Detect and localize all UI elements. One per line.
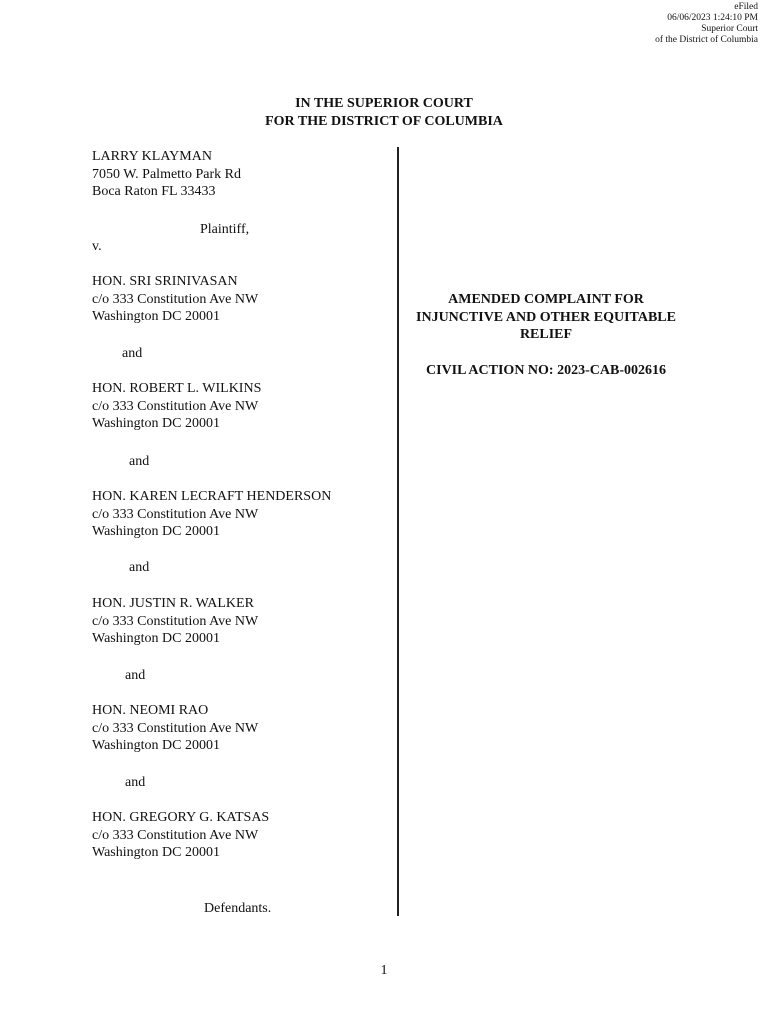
stamp-line-district: of the District of Columbia: [655, 35, 758, 45]
defendant-block-4: [92, 595, 392, 648]
defendant-address-line-2: Washington DC 20001: [92, 738, 220, 753]
plaintiff-name: LARRY KLAYMAN: [92, 149, 212, 164]
stamp-line-court: Superior Court: [701, 24, 758, 34]
plaintiff-block: [92, 148, 392, 201]
defendant-name: HON. NEOMI RAO: [92, 703, 209, 718]
court-heading-line-1: IN THE SUPERIOR COURT: [295, 96, 473, 111]
defendant-address-line-1: c/o 333 Constitution Ave NW: [92, 720, 259, 736]
defendants-role: Defendants.: [204, 901, 272, 916]
defendant-block-3: [92, 488, 392, 541]
document-title-line-1: AMENDED COMPLAINT FOR: [448, 292, 644, 307]
defendant-block-1: [92, 273, 392, 326]
defendant-address-line-1: c/o 333 Constitution Ave NW: [92, 613, 259, 629]
defendant-address-line-1: c/o 333 Constitution Ave NW: [92, 827, 259, 843]
filing-stamp: [598, 2, 758, 46]
case-number: CIVIL ACTION NO: 2023-CAB-002616: [426, 363, 666, 378]
caption-divider: [397, 147, 399, 916]
plaintiff-address-line-2: Boca Raton FL 33433: [92, 184, 216, 199]
document-title-line-2: INJUNCTIVE AND OTHER EQUITABLE: [416, 309, 676, 325]
defendant-name: HON. KAREN LECRAFT HENDERSON: [92, 489, 332, 504]
and-separator: and: [129, 560, 150, 575]
defendant-block-6: [92, 809, 392, 862]
defendant-block-2: [92, 380, 392, 433]
defendant-address-line-1: c/o 333 Constitution Ave NW: [92, 291, 259, 307]
defendant-address-line-2: Washington DC 20001: [92, 524, 220, 539]
document-title: [400, 291, 692, 344]
defendant-address-line-2: Washington DC 20001: [92, 416, 220, 431]
defendant-address-line-1: c/o 333 Constitution Ave NW: [92, 506, 259, 522]
page-number: 1: [380, 963, 388, 978]
plaintiff-role: Plaintiff,: [200, 222, 250, 237]
document-title-line-3: RELIEF: [519, 327, 573, 342]
versus-label: v.: [92, 239, 102, 254]
stamp-line-datetime: 06/06/2023 1:24:10 PM: [667, 13, 758, 23]
defendant-name: HON. GREGORY G. KATSAS: [92, 810, 270, 825]
defendant-name: HON. SRI SRINIVASAN: [92, 274, 238, 289]
court-heading: [0, 95, 768, 131]
and-separator: and: [125, 668, 146, 683]
defendant-address-line-2: Washington DC 20001: [92, 309, 220, 324]
stamp-line-efiled: eFiled: [734, 2, 758, 12]
and-separator: and: [122, 346, 143, 361]
defendant-address-line-1: c/o 333 Constitution Ave NW: [92, 398, 259, 414]
defendant-address-line-2: Washington DC 20001: [92, 631, 220, 646]
defendant-name: HON. ROBERT L. WILKINS: [92, 381, 262, 396]
plaintiff-address-line-1: 7050 W. Palmetto Park Rd: [92, 166, 241, 182]
defendant-address-line-2: Washington DC 20001: [92, 845, 220, 860]
court-heading-line-2: FOR THE DISTRICT OF COLUMBIA: [265, 114, 503, 129]
defendant-block-5: [92, 702, 392, 755]
and-separator: and: [125, 775, 146, 790]
defendant-name: HON. JUSTIN R. WALKER: [92, 596, 254, 611]
and-separator: and: [129, 454, 150, 469]
